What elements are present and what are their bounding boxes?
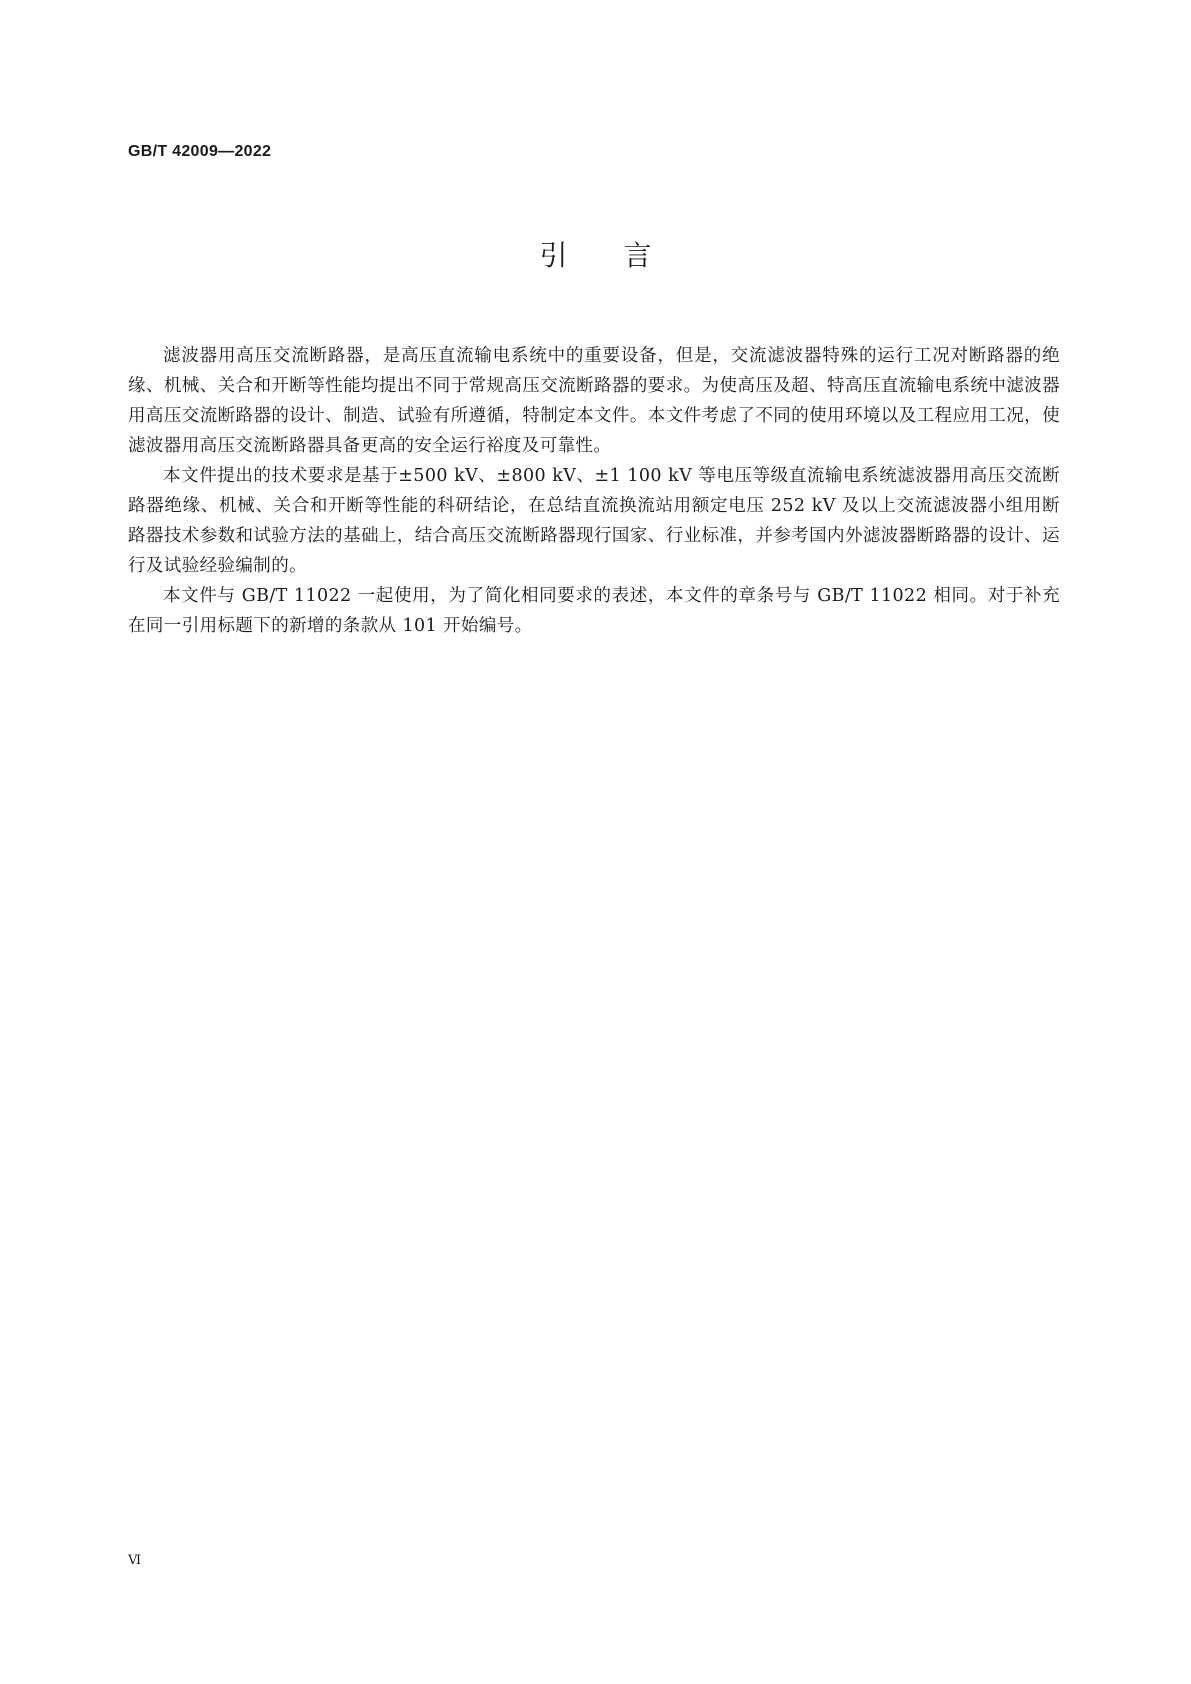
paragraph-2: 本文件提出的技术要求是基于±500 kV、±800 kV、±1 100 kV 等电压等级直流输电系统滤波器用高压交流断路器绝缘、机械、关合和开断等性能的科研结论，在总结直流换流站用额定电压 252 kV 及以上交流滤波器小组用断路器技术参数和试验方法的基础上，结合高压交流断路器现行国家、行业标准，并参考国内外滤波器断路器的设计、运行及试验经验编制的。 — [128, 466, 1060, 576]
page-title: 引言 — [539, 239, 708, 272]
paragraph-3: 本文件与 GB/T 11022 一起使用，为了简化相同要求的表述，本文件的章条号与 GB/T 11022 相同。对于补充在同一引用标题下的新增的条款从 101 开始编号。 — [128, 586, 1060, 636]
page-number: Ⅵ — [128, 1553, 142, 1568]
document-code: GB/T 42009—2022 — [128, 143, 272, 160]
introduction-body — [128, 341, 1060, 641]
paragraph-1: 滤波器用高压交流断路器，是高压直流输电系统中的重要设备，但是，交流滤波器特殊的运行工况对断路器的绝缘、机械、关合和开断等性能均提出不同于常规高压交流断路器的要求。为使高压及超、特高压直流输电系统中滤波器用高压交流断路器的设计、制造、试验有所遵循，特制定本文件。本文件考虑了不同的使用环境以及工程应用工况，使滤波器用高压交流断路器具备更高的安全运行裕度及可靠性。 — [128, 346, 1060, 456]
